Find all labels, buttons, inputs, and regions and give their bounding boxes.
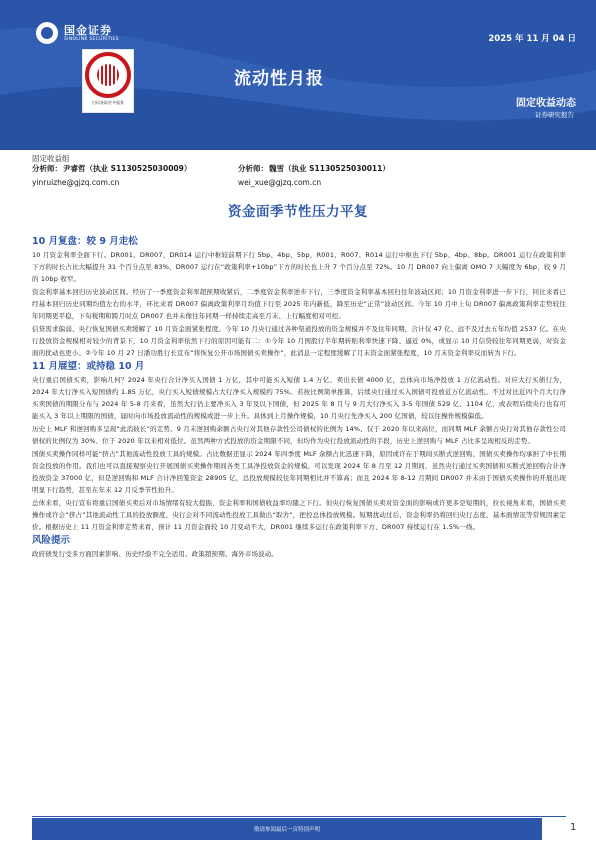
analyst-1: [32, 163, 191, 187]
paragraph: 10 月资金利率全面下行。DR001、DR007、DR014 运行中枢较前期下行 5bp、4bp、5bp，R001、R007、R014 运行中枢也下行 5bp、4bp、8bp。DR001 运行在政策利率下方的时长占比大幅提升 31 个百分点至 83%，DR007 运行在“政策利率+10bp”下方的时长也上升 7 个百分点至 72%。10 月 DR007 向上偏离 OMO 7 天幅度为 6bp，较 9 月的 10bp 收窄。: [32, 251, 566, 283]
analyst-name: 魏雪（执业 S1130525030011）: [269, 164, 390, 173]
qr-code-icon: [85, 52, 131, 98]
qr-code: [82, 49, 134, 113]
report-subtitle: 证券研究报告: [535, 111, 574, 119]
analyst-role: 分析师：: [238, 164, 268, 173]
report-title: 流动性月报: [234, 69, 324, 89]
report-header: [0, 0, 596, 150]
report-body: [32, 234, 566, 560]
paragraph: 国债买卖操作同样可能“挤占”其他流动性投放工具的规模。占比数据还显示 2024 年四季度 MLF 余额占比迅速下降，原因或许在于期间买断式逆回购、国债买卖操作均承担了中长期资金投放的作用。我们也可以直接观察央行开展国债买卖操作期间各类工具净投放资金的规模。可以发现 2024 年 8 月至 12 月期间，虽然央行通过买卖国债和买断式逆回购合计净投放资金 37000 亿，但是逆回购和 MLF 合计净回笼资金 28905 亿，总投放规模较往年同期相比并不算高；而且 2024 年 8-12 月期间 DR007 并未由于国债买卖操作的开展出现明显下行趋势，甚至在年末 12 月反季节性抬升。: [32, 450, 566, 494]
page-number: 1: [570, 822, 577, 833]
paragraph: 政府债发行受多方面因素影响、历史经验不完全适用、政策超预期、海外市场波动。: [32, 550, 279, 558]
qr-caption: 扫码获取更多服务: [92, 100, 124, 105]
logo-name-en: SINOLINK SECURITIES: [64, 36, 119, 42]
analyst-role: 分析师：: [32, 164, 62, 173]
paragraph: 信贷需求偏弱、央行恢复国债买卖缓解了 10 月资金面紧张程度。今年 10 月央行通过各种渠道投放的资金规模并不及往年同期，合计仅 47 亿，远不及过去五年均值 2537 亿。在央行投放资金规模相对较少的背景下，10 月资金利率依然下行的原因可能有二：①今年 10 月国股行半年期转贴利率快速下降、逼近 0%，或显示 10 月信贷较往年同期更弱，对资金面的扰动也更小。②今年 10 月 27 日潘功胜行长宣布“将恢复公开市场国债买卖操作”，此消息一定程度缓解了月末资金面紧张程度，10 月末资金利率反而转为下行。: [32, 325, 566, 357]
footer-band: [32, 818, 542, 840]
report-headline: 资金面季节性压力平复: [228, 204, 368, 220]
company-logo: [36, 22, 119, 44]
analyst-name: 尹睿哲（执业 S1130525030009）: [63, 164, 192, 173]
report-type: 固定收益动态: [516, 98, 576, 109]
logo-emblem-icon: [36, 22, 58, 44]
analyst-email[interactable]: yinruizhe@gjzq.com.cn: [32, 178, 120, 187]
footer-divider: [32, 816, 566, 817]
footer-disclaimer: 敬请参阅最后一页特别声明: [253, 827, 320, 833]
section-title-november-outlook: 11 月展望：或持稳 10 月: [32, 361, 145, 372]
section-title-october-review: 10 月复盘：较 9 月走松: [32, 236, 138, 247]
analyst-2: [238, 163, 390, 187]
paragraph: 总体来看，央行宣布将重启国债买卖后对市场情绪有较大提振，资金利率和国债收益率均随之下行。但央行恢复国债买卖对资金面的影响或许更多是短期的，拉长视角来看，国债买卖操作或许会“挤占”其他流动性工具的投放额度，央行会对不同流动性投放工具做出“取舍”，把控总体投放规模。短期扰动过后，资金利率仍将回归央行态度、基本面情况等常规因素定价。根据历史上 11 月资金利率走势来看，预计 11 月资金面较 10 月变动不大，DR001 继续多运行在政策利率下方、DR007 持续运行在 1.5%一线。: [32, 499, 566, 531]
paragraph: 资金利率基本回归历史波动区间。经历了一季度资金利率超预期收紧后，二季度资金利率逆步下行，三季度资金利率基本回归往年波动区间；10 月资金利率进一步下行，同比来看已经基本回归历史同期均值左右的水平，环比来看 DR007 偏离政策利率月均值下行至 2025 年内新低，降至历史“正常”波动区间。今年 10 月中上旬 DR007 偏离政策利率走势较往年同期更平稳，下旬税期和跨月时点 DR007 也并未像往年同期一样持续走高至月末、上行幅度相对可控。: [32, 288, 566, 320]
analyst-email[interactable]: wei_xue@gjzq.com.cn: [238, 178, 322, 187]
paragraph: 历史上 MLF 和逆回购多呈现“此消彼长”的走势。9 月末逆回购余额占央行对其他存款性公司债权的比例为 14%、仅于 2020 年以来高位，而同期 MLF 余额占央行对其他存款性公司债权的比例仅为 30%、位于 2020 年以来相对低位。虽然两种方式投放的资金期限不同，但均作为央行投放流动性的手段，历史上逆回购与 MLF 占比多呈现相反的走势。: [32, 425, 566, 445]
research-team: 固定收益组: [32, 154, 70, 163]
section-title-risk-warning: 风险提示: [32, 535, 71, 546]
logo-name: 国金证券: [64, 23, 112, 37]
report-date: 2025 年 11 月 04 日: [488, 34, 576, 44]
paragraph: 央行重启国债买卖，影响几何？2024 年央行合计净买入国债 1 万亿，其中可能买入短债 1.4 万亿、卖出长债 4000 亿，总体向市场净投放 1 万亿流动性。对应大行买债行为，2024 年大行净买入短国债约 1.85 万亿，央行买入短债规模占大行净买入规模约 75%。若按比例简单推算，后续央行通过买入国债可投放近万亿流动性。不过对比近四个月大行净买卖国债的期限分布与 2024 年 5-8 月来看，虽然大行仍主要净买入 3 年及以下国债，但 2025 年 8 月与 9 月大行净买入 3-5 年国债 529 亿、1104 亿，或表明后续央行也有可能买入 3 年以上期限的国债，届时向市场投放流动性的规模或进一步上升。具体到上月操作规模，10 月央行先净买入 200 亿国债，较以往操作规模偏低。: [32, 376, 566, 420]
